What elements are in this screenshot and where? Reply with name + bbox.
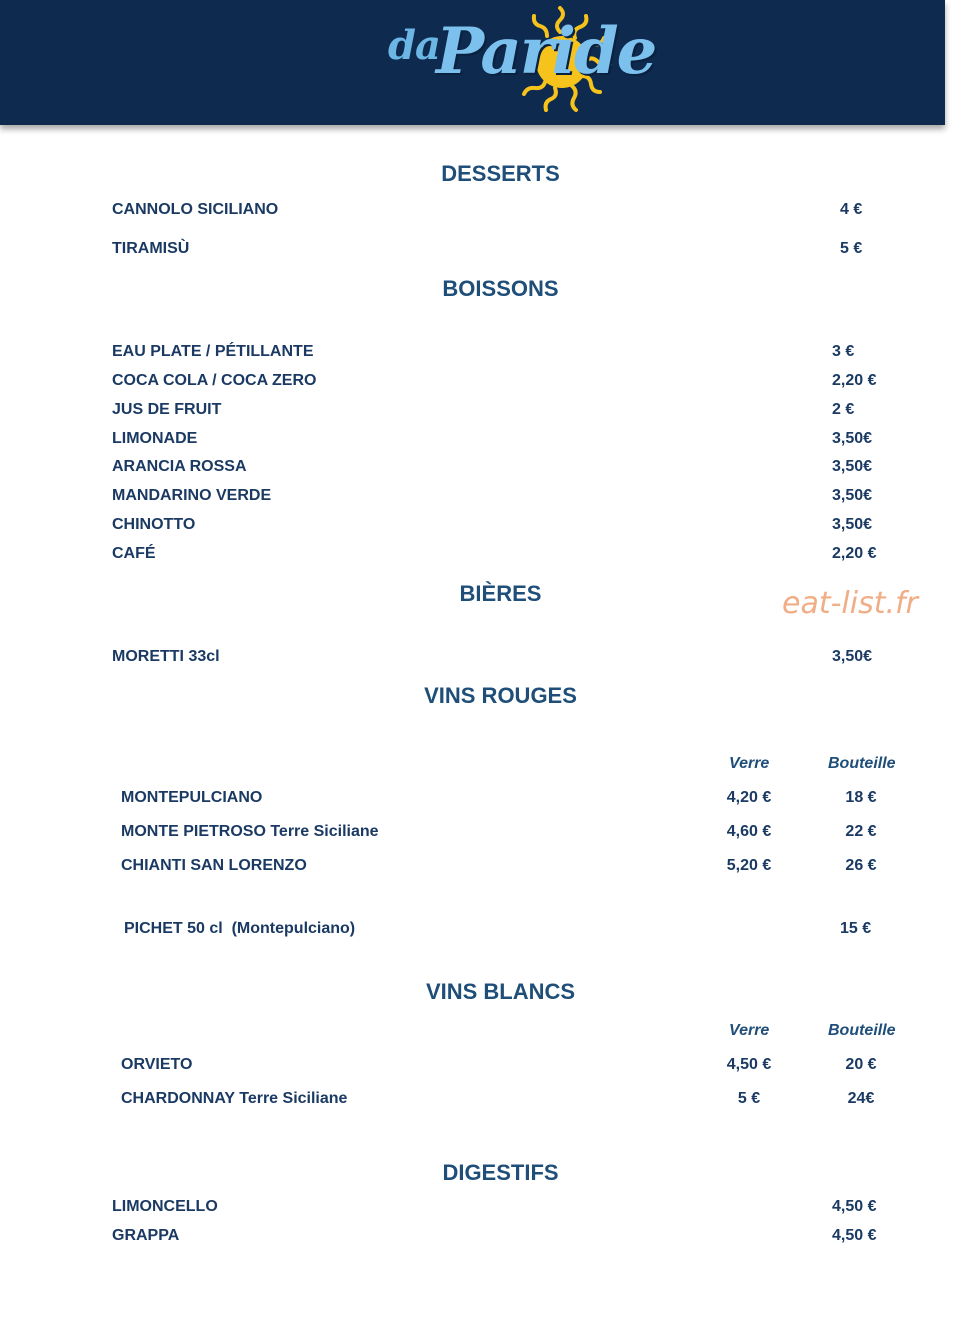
price-verre: 4,50 € bbox=[726, 1056, 772, 1073]
item-price: 3 € bbox=[832, 343, 855, 360]
item-price: 5 € bbox=[840, 240, 863, 257]
menu-item-row bbox=[0, 1198, 945, 1218]
wine-row bbox=[0, 857, 945, 877]
item-price: 4 € bbox=[840, 201, 863, 218]
item-name: CANNOLO SICILIANO bbox=[112, 201, 279, 218]
section-title-digestifs: DIGESTIFS bbox=[442, 1160, 559, 1185]
item-name: MONTEPULCIANO bbox=[121, 789, 263, 806]
menu-item-row bbox=[0, 487, 945, 507]
item-name: CAFÉ bbox=[112, 545, 156, 562]
item-name: LIMONCELLO bbox=[112, 1198, 218, 1215]
item-name: ARANCIA ROSSA bbox=[112, 458, 247, 475]
menu-item-row bbox=[0, 401, 945, 421]
item-name: COCA COLA / COCA ZERO bbox=[112, 372, 317, 389]
price-verre: 4,60 € bbox=[726, 823, 772, 840]
column-header-verre: Verre bbox=[729, 755, 770, 772]
item-price: 2,20 € bbox=[832, 545, 877, 562]
price-verre: 5 € bbox=[737, 1090, 761, 1107]
item-name: GRAPPA bbox=[112, 1227, 180, 1244]
item-price: 3,50€ bbox=[832, 516, 873, 533]
wine-row bbox=[0, 789, 945, 809]
section-title-bieres: BIÈRES bbox=[459, 581, 542, 606]
item-price: 3,50€ bbox=[832, 648, 873, 665]
menu-item-row bbox=[0, 458, 945, 478]
menu-item-row bbox=[0, 430, 945, 450]
section-title-vins-rouges: VINS ROUGES bbox=[424, 683, 577, 708]
menu-item-row bbox=[0, 240, 945, 260]
section-title-desserts: DESSERTS bbox=[441, 161, 560, 186]
section-title-vins-blancs: VINS BLANCS bbox=[425, 979, 576, 1004]
item-price: 2 € bbox=[832, 401, 855, 418]
item-name: ORVIETO bbox=[121, 1056, 193, 1073]
price-verre: 5,20 € bbox=[726, 857, 772, 874]
menu-item-row bbox=[0, 343, 945, 363]
section-title-boissons: BOISSONS bbox=[442, 276, 559, 301]
item-name: TIRAMISÙ bbox=[112, 240, 190, 257]
item-name: MANDARINO VERDE bbox=[112, 487, 272, 504]
column-header-bouteille: Bouteille bbox=[828, 1022, 896, 1039]
wine-row bbox=[0, 1056, 945, 1076]
item-price: 4,50 € bbox=[832, 1198, 877, 1215]
menu-item-row bbox=[0, 201, 945, 221]
menu-item-row bbox=[0, 545, 945, 565]
item-price: 3,50€ bbox=[832, 487, 873, 504]
item-name: CHIANTI SAN LORENZO bbox=[121, 857, 307, 874]
item-price: 3,50€ bbox=[832, 430, 873, 447]
price-bouteille: 24€ bbox=[847, 1090, 875, 1107]
logo-da-text: da bbox=[388, 22, 440, 69]
item-name: MONTE PIETROSO Terre Siciliane bbox=[121, 823, 379, 840]
clipped-row-container bbox=[0, 201, 945, 227]
item-price: 4,50 € bbox=[832, 1227, 877, 1244]
price-bouteille: 20 € bbox=[845, 1056, 877, 1073]
item-price: 15 € bbox=[840, 920, 872, 937]
menu-item-row bbox=[0, 1227, 945, 1247]
item-name: PICHET 50 cl (Montepulciano) bbox=[124, 920, 356, 937]
header-banner bbox=[0, 0, 945, 125]
price-bouteille: 18 € bbox=[845, 789, 877, 806]
item-name: LIMONADE bbox=[112, 430, 198, 447]
item-name: EAU PLATE / PÉTILLANTE bbox=[112, 343, 314, 360]
logo-paride-text: Paride bbox=[436, 14, 656, 89]
column-header-bouteille: Bouteille bbox=[828, 755, 896, 772]
menu-item-row bbox=[0, 516, 945, 536]
item-name: CHARDONNAY Terre Siciliane bbox=[121, 1090, 348, 1107]
item-price: 3,50€ bbox=[832, 458, 873, 475]
price-verre: 4,20 € bbox=[726, 789, 772, 806]
watermark-text: eat-list.fr bbox=[782, 586, 918, 621]
wine-row bbox=[0, 823, 945, 843]
item-name: MORETTI 33cl bbox=[112, 648, 220, 665]
column-header-verre: Verre bbox=[729, 1022, 770, 1039]
menu-item-row bbox=[0, 372, 945, 392]
item-name: CHINOTTO bbox=[112, 516, 196, 533]
item-price: 2,20 € bbox=[832, 372, 877, 389]
menu-item-row bbox=[0, 648, 945, 668]
pichet-row bbox=[0, 920, 945, 940]
price-bouteille: 26 € bbox=[845, 857, 877, 874]
price-bouteille: 22 € bbox=[845, 823, 877, 840]
item-name: JUS DE FRUIT bbox=[112, 401, 222, 418]
wine-row bbox=[0, 1090, 945, 1110]
